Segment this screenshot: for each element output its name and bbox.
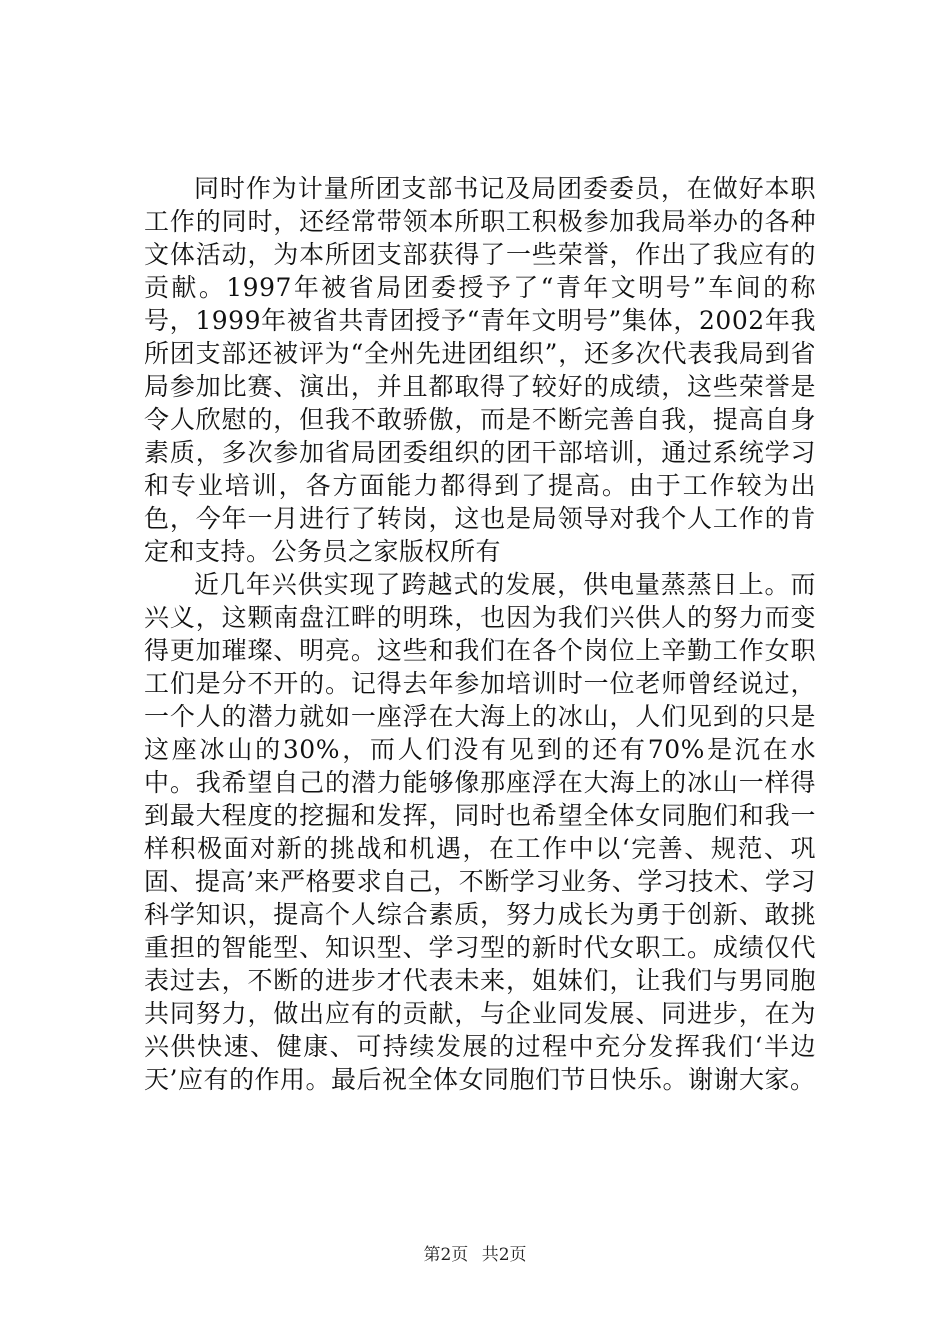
page-number: 第2页 xyxy=(423,1245,469,1265)
document-body xyxy=(144,172,816,1096)
page-total: 共2页 xyxy=(481,1245,527,1265)
paragraph-2: 近几年兴供实现了跨越式的发展，供电量蒸蒸日上。而兴义，这颗南盘江畔的明珠，也因为我们兴供人的努力而变得更加璀璨、明亮。这些和我们在各个岗位上辛勤工作女职工们是分不开的。记得去年参加培训时一位老师曾经说过，一个人的潜力就如一座浮在大海上的冰山，人们见到的只是这座冰山的30%，而人们没有见到的还有70%是沉在水中。我希望自己的潜力能够像那座浮在大海上的冰山一样得到最大程度的挖掘和发挥，同时也希望全体女同胞们和我一样积极面对新的挑战和机遇，在工作中以‘完善、规范、巩固、提高’来严格要求自己，不断学习业务、学习技术、学习科学知识，提高个人综合素质，努力成长为勇于创新、敢挑重担的智能型、知识型、学习型的新时代女职工。成绩仅代表过去，不断的进步才代表未来，姐妹们，让我们与男同胞共同努力，做出应有的贡献，与企业同发展、同进步，在为兴供快速、健康、可持续发展的过程中充分发挥我们‘半边天’应有的作用。最后祝全体女同胞们节日快乐。谢谢大家。 xyxy=(144,570,816,1094)
paragraph-1: 同时作为计量所团支部书记及局团委委员，在做好本职工作的同时，还经常带领本所职工积极参加我局举办的各种文体活动，为本所团支部获得了一些荣誉，作出了我应有的贡献。1997年被省局团委授予了“青年文明号”车间的称号，1999年被省共青团授予“青年文明号”集体，2002年我所团支部还被评为“全州先进团组织”，还多次代表我局到省局参加比赛、演出，并且都取得了较好的成绩，这些荣誉是令人欣慰的，但我不敢骄傲，而是不断完善自我，提高自身素质，多次参加省局团委组织的团干部培训，通过系统学习和专业培训，各方面能力都得到了提高。由于工作较为出色，今年一月进行了转岗，这也是局领导对我个人工作的肯定和支持。公务员之家版权所有 xyxy=(144,174,816,566)
page-footer xyxy=(0,1244,950,1266)
